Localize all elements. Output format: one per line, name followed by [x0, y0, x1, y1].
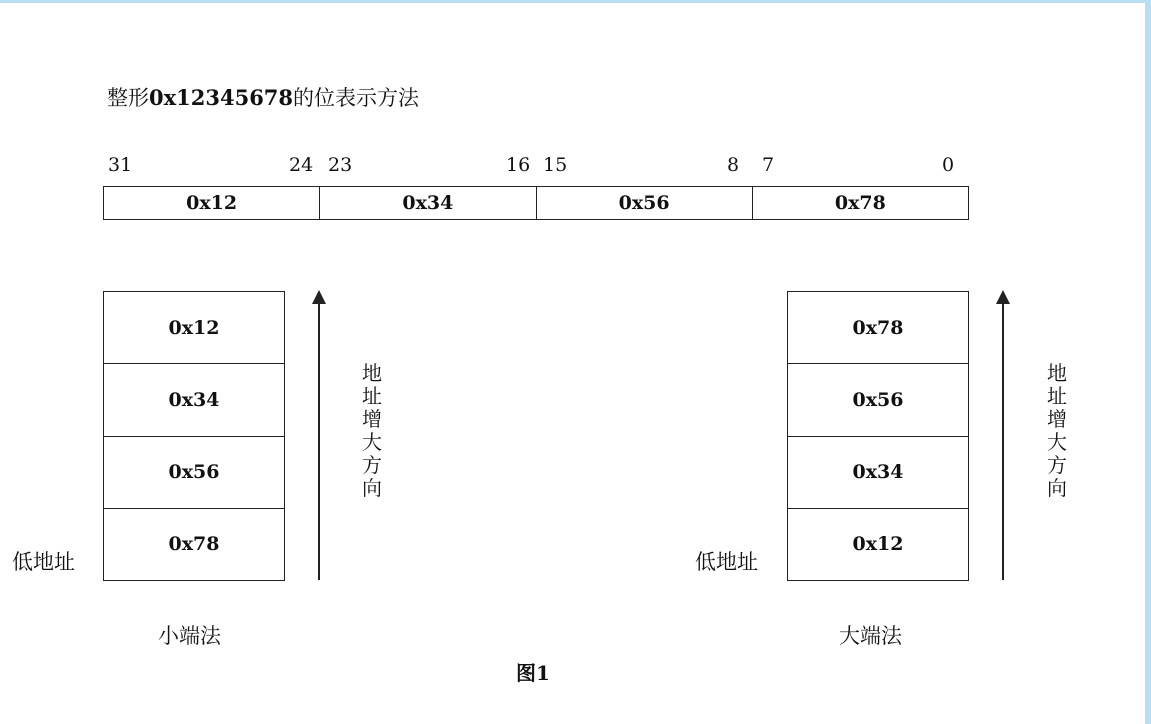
- address-increase-arrow-icon: [318, 292, 320, 580]
- address-increase-arrow-icon: [1002, 292, 1004, 580]
- word-byte-row: [103, 186, 969, 220]
- bit-label-31: 31: [108, 154, 133, 176]
- word-byte-cell: 0x78: [834, 192, 886, 214]
- word-byte-cell: 0x34: [320, 187, 536, 219]
- figure-label: 图1: [516, 661, 550, 685]
- word-byte-cell: 0x12: [104, 187, 320, 219]
- little-endian-memory-stack: [103, 291, 285, 581]
- little-endian-caption: 小端法: [158, 624, 221, 648]
- memory-cell: 0x34: [788, 437, 968, 509]
- bit-label-24: 24: [289, 154, 314, 176]
- bit-label-15: 15: [543, 154, 568, 176]
- title-number: 0x12345678: [149, 85, 294, 110]
- word-byte-cell: 0x56: [537, 187, 753, 219]
- diagram-title: [107, 82, 419, 112]
- memory-cell: 0x78: [168, 533, 220, 556]
- bit-label-8: 8: [727, 154, 740, 176]
- address-direction-label: 地址增大方向: [362, 361, 382, 500]
- memory-cell: 0x56: [788, 364, 968, 436]
- low-address-label: 低地址: [12, 550, 75, 574]
- address-direction-label: 地址增大方向: [1047, 361, 1067, 500]
- window-top-border: [0, 0, 1151, 3]
- bit-label-16: 16: [506, 154, 531, 176]
- memory-cell: 0x12: [104, 292, 284, 364]
- title-prefix: 整形: [107, 86, 149, 110]
- bit-label-7: 7: [762, 154, 775, 176]
- bit-label-0: 0: [942, 154, 955, 176]
- window-right-border: [1145, 0, 1151, 724]
- memory-cell: 0x12: [852, 533, 904, 556]
- memory-cell: 0x56: [104, 437, 284, 509]
- memory-cell: 0x34: [104, 364, 284, 436]
- memory-cell: 0x78: [788, 292, 968, 364]
- title-suffix: 的位表示方法: [293, 86, 420, 110]
- big-endian-caption: 大端法: [839, 624, 902, 648]
- low-address-label: 低地址: [695, 550, 758, 574]
- bit-label-23: 23: [328, 154, 353, 176]
- big-endian-memory-stack: [787, 291, 969, 581]
